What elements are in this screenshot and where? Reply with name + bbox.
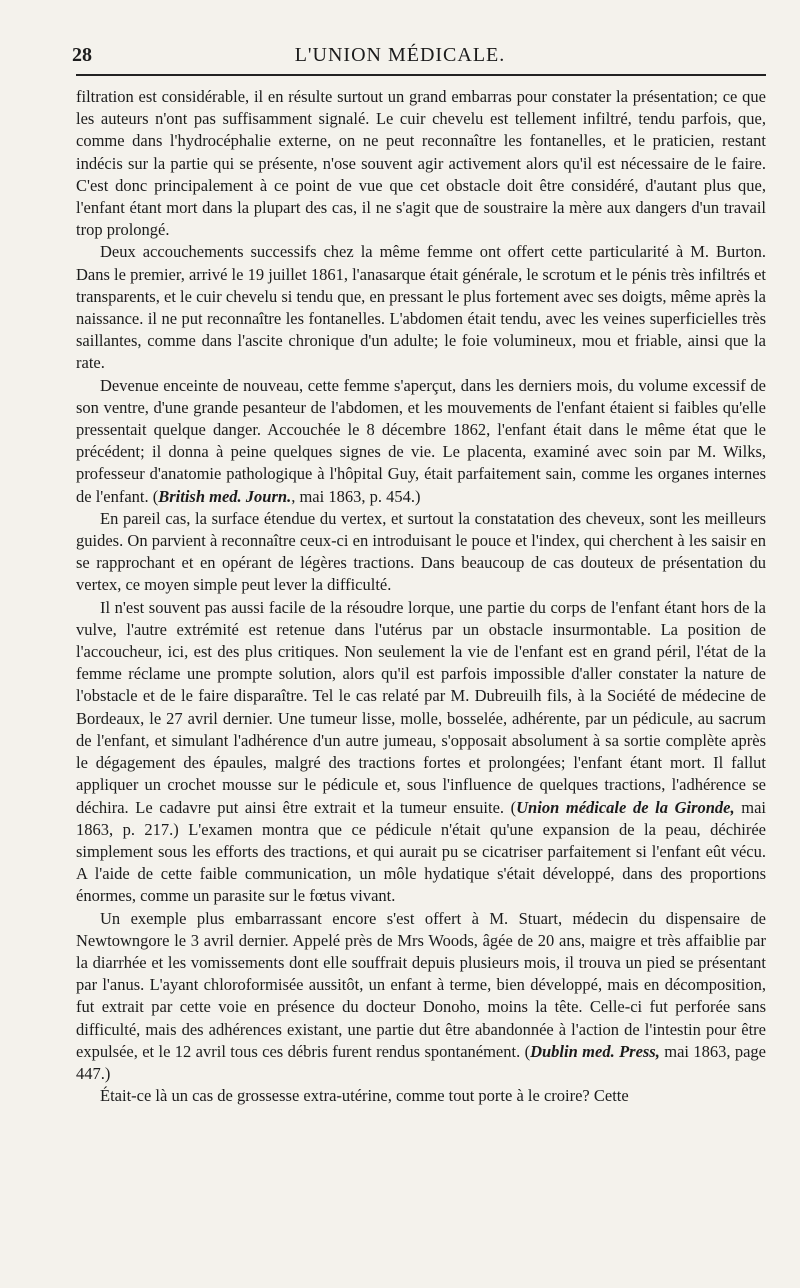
header-rule [76, 74, 766, 76]
paragraph [76, 86, 766, 241]
text-run: , mai 1863, p. 454.) [291, 486, 421, 506]
paragraph [76, 508, 766, 597]
text-run: filtration est considérable, il en résulte surtout un grand embarras pour constater la présentation; ce que les auteurs n'ont pas suffisamment signalé. Le cuir chevelu est tellement infiltré, tendu parfois, que, comme dans l'hydrocéphalie externe, on ne peut reconnaître les fontanelles, et le praticien, restant indécis sur la partie qui se présente, n'ose souvent agir activement alors qu'il est nécessaire de le faire. C'est donc principalement à ce point de vue que cet obstacle doit être considéré, d'autant plus que, l'enfant étant mort dans la plupart des cas, il ne s'agit que de soustraire la mère aux dangers d'un travail trop prolongé. [76, 87, 766, 240]
text-run: Il n'est souvent pas aussi facile de la résoudre lorque, une partie du corps de l'enfant étant hors de la vulve, l'autre extrémité est retenue dans l'utérus par un obstacle insurmontable. La position de l'accoucheur, ici, est des plus critiques. Non seulement la vie de l'enfant est en grand péril, l'état de la femme réclame une prompte solution, alors qu'il est parfois impossible d'aller constater la nature de l'obstacle et de le faire disparaître. Tel le cas relaté par M. Dubreuilh fils, à la Société de médecine de Bordeaux, le 27 avril dernier. Une tumeur lisse, molle, bosselée, adhérente, par un pédicule, au sacrum de l'enfant, et simulant l'adhérence d'un autre jumeau, s'opposait absolument à sa sortie complète après le dégagement des épaules, malgré des tractions fortes et prolongées; l'enfant étant mort. Il fallut appliquer un crochet mousse sur le pédicule et, sous l'influence de quelques tractions, l'adhérence se déchira. Le cadavre put ainsi être extrait et la tumeur ensuite. ( [76, 597, 766, 817]
paragraph [76, 597, 766, 908]
paragraph [76, 241, 766, 374]
paragraph [76, 908, 766, 1086]
paragraph [76, 1085, 766, 1107]
text-run: mai 1863, p. 217.) L'examen montra que ce pédicule n'était qu'une expansion de la peau, déchirée simplement sous les efforts des tractions, et qui aurait pu se cicatriser parfaitement si l'enfant eût vécu. A l'aide de cette faible communication, un môle hydatique s'était développé, dans des proportions énormes, comme un parasite sur le fœtus vivant. [76, 797, 766, 906]
text-run: En pareil cas, la surface étendue du vertex, et surtout la constatation des cheveux, sont les meilleurs guides. On parvient à reconnaître ceux-ci en introduisant le pouce et l'index, qui cherchent à les saisir en se rapprochant et en opérant de légères tractions. Dans beaucoup de cas douteux de présentation du vertex, ce moyen simple peut lever la difficulté. [76, 508, 766, 595]
page-number: 28 [72, 44, 92, 66]
citation-italic: British med. Journ. [158, 486, 292, 506]
text-run: Était-ce là un cas de grossesse extra-utérine, comme tout porte à le croire? Cette [100, 1086, 629, 1106]
text-run: mai 1863, page 447.) [76, 1041, 767, 1083]
paragraph [76, 375, 766, 508]
text-run: Un exemple plus embarrassant encore s'est offert à M. Stuart, médecin du dispensaire de Newtowngore le 3 avril dernier. Appelé près de Mrs Woods, âgée de 20 ans, maigre et très affaiblie par la diarrhée et les vomissements dont elle souffrait depuis plusieurs mois, il trouva un pied se présentant par l'anus. L'ayant chloroformisée aussitôt, un enfant à terme, bien développé, mais en décomposition, fut extrait par cette voie en présence du docteur Donoho, moins la tête. Celle-ci fut perforée sans difficulté, mais des adhérences existant, une partie dut être abandonnée à l'action de l'intestin pour être expulsée, et le 12 avril tous ces débris furent rendus spontanément. ( [76, 908, 766, 1061]
article-body [76, 86, 766, 1107]
citation-italic: Dublin med. Press, [530, 1041, 660, 1061]
text-run: Devenue enceinte de nouveau, cette femme s'aperçut, dans les derniers mois, du volume excessif de son ventre, d'une grande pesanteur de l'abdomen, et les mouvements de l'enfant étaient si faibles qu'elle pressentait quelque danger. Accouchée le 8 décembre 1862, l'enfant était dans le même état que le précédent; il donna à peine quelques signes de vie. Le placenta, examiné avec soin par M. Wilks, professeur d'anatomie pathologique à l'hôpital Guy, était parfaitement sain, comme les organes internes de l'enfant. ( [76, 375, 766, 506]
citation-italic: Union médicale de la Gironde, [516, 797, 735, 817]
page-header [0, 40, 800, 72]
running-title: L'UNION MÉDICALE. [294, 44, 506, 66]
text-run: Deux accouchements successifs chez la même femme ont offert cette particularité à M. Burton. Dans le premier, arrivé le 19 juillet 1861, l'anasarque était générale, le scrotum et le pénis très infiltrés et transparents, et le cuir chevelu si tendu que, en pressant le plus fortement avec ses doigts, même après la naissance. il ne put reconnaître les fontanelles. L'abdomen était tendu, avec les veines superficielles très saillantes, comme dans l'ascite chronique d'un adulte; le foie volumineux, mou et friable, ainsi que la rate. [76, 242, 767, 373]
